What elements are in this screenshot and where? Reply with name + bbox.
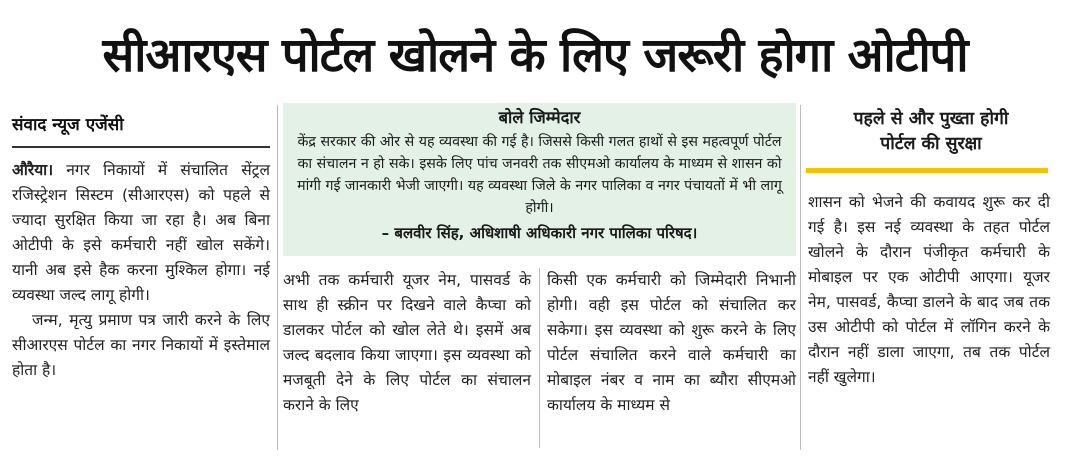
sidebar-body: [808, 190, 1050, 390]
headline: सीआरएस पोर्टल खोलने के लिए जरूरी होगा ओटीपी: [102, 28, 968, 83]
column-divider: [277, 105, 278, 450]
column-divider: [800, 105, 801, 450]
byline: संवाद न्यूज एजेंसी: [12, 115, 124, 135]
quote-box: [283, 103, 796, 256]
sidebar-heading: [806, 107, 1056, 157]
quote-box-body: केंद्र सरकार की ओर से यह व्यवस्था की गई है। जिससे किसी गलत हाथों से इस महत्वपूर्ण पोर्टल का संचालन न हो सके। इसके लिए पांच जनवरी तक सीएमओ कार्यालय के माध्यम से शासन को मांगी गई जानकारी भेजी जाएगी। यह व्यवस्था जिले के नगर पालिका व नगर पंचायतों में भी लागू होगी।: [297, 134, 782, 216]
col1-text-1: नगर निकायों में संचालित सेंट्रल रजिस्ट्रेशन सिस्टम (सीआरएस) को पहले से ज्यादा सुरक्षित किया जा रहा है। अब बिना ओटीपी के इसे कर्मचारी नहीं खोल सकेंगे। यानी अब इसे हैक करना मुश्किल होगा। नई व्यवस्था जल्द लागू होगी।: [12, 161, 270, 304]
col1-paragraph-2: जन्म, मृत्यु प्रमाण पत्र जारी करने के लिए सीआरएस पोर्टल का नगर निकायों में इस्तेमाल होता है।: [12, 311, 270, 379]
quote-signature: – बलवीर सिंह, अधिशाषी अधिकारी नगर पालिका परिषद।: [381, 224, 698, 242]
sidebar-heading-line-2: पोर्टल की सुरक्षा: [880, 134, 982, 154]
quote-box-title: बोले जिम्मेदार: [498, 108, 581, 127]
col1-paragraph-1: [12, 158, 270, 308]
col2-text: अभी तक कर्मचारी यूजर नेम, पासवर्ड के साथ ही स्क्रीन पर दिखने वाले कैप्चा को डालकर पोर्टल को खोल लेते थे। इसमें अब जल्द बदलाव किया जाएगा। इस व्यवस्था को मजबूती देने के लिए पोर्टल का संचालन कराने के लिए: [283, 271, 531, 414]
sidebar-accent-bar: [806, 168, 1048, 173]
column-2: [283, 268, 531, 418]
sidebar-text: शासन को भेजने की कवायद शुरू कर दी गई है। इस नई व्यवस्था के तहत पोर्टल खोलने के दौरान पंजीकृत कर्मचारी के मोबाइल पर एक ओटीपी आएगा। यूजर नेम, पासवर्ड, कैप्चा डालने के बाद जब तक उस ओटीपी को पोर्टल में लॉगिन करने के दौरान नहीं डाला जाएगा, तब तक पोर्टल नहीं खुलेगा।: [808, 193, 1050, 386]
sidebar-heading-line-1: पहले से और पुख्ता होगी: [853, 109, 1009, 129]
byline-rule: [12, 146, 270, 148]
col3-text: किसी एक कर्मचारी को जिम्मेदारी निभानी होगी। वही इस पोर्टल को संचालित कर सकेगा। इस व्यवस्था को शुरू करने के लिए पोर्टल संचालित करने वाले कर्मचारी का मोबाइल नंबर व नाम का ब्यौरा सीएमओ कार्यालय के माध्यम से: [547, 271, 796, 414]
column-1: [12, 158, 270, 383]
dateline: औरैया।: [12, 161, 54, 179]
column-3: [547, 268, 796, 418]
column-divider: [539, 268, 540, 448]
